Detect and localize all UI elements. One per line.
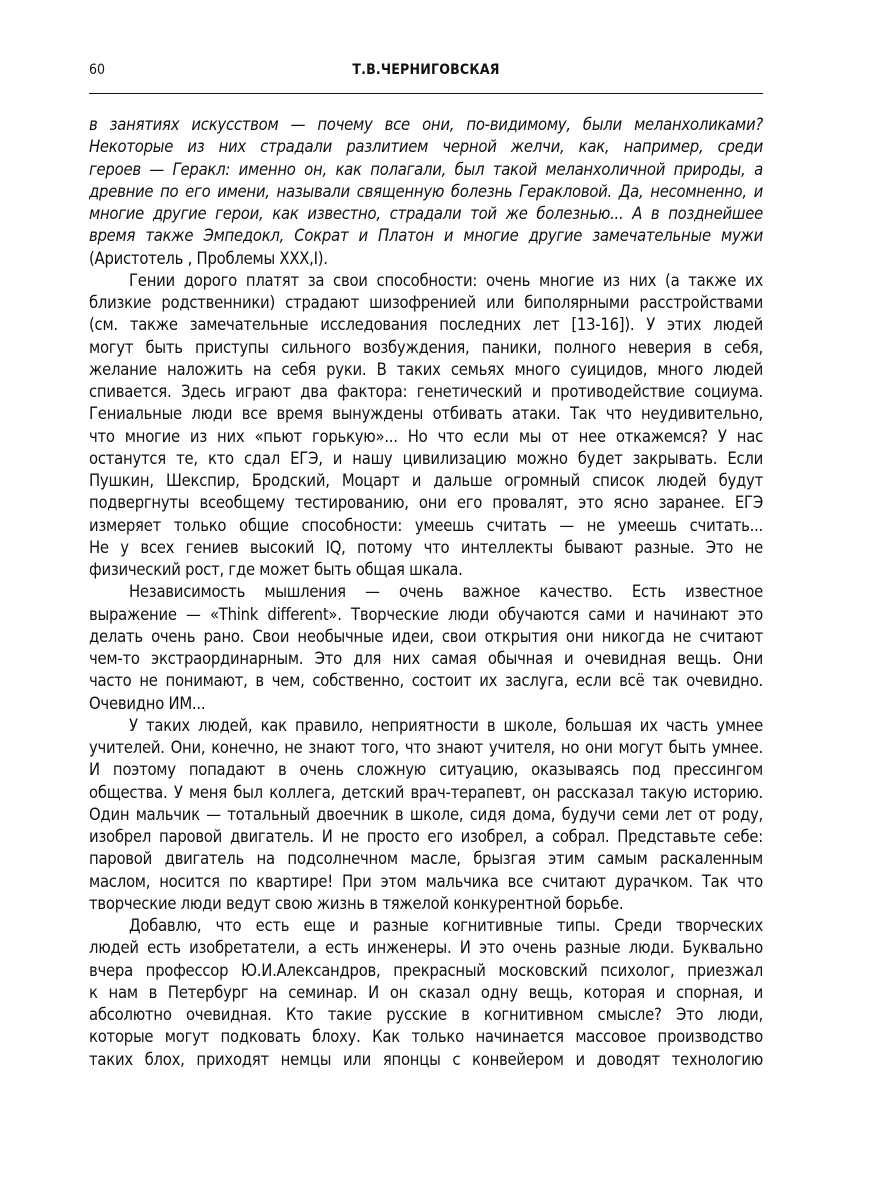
text-line: делать очень рано. Свои необычные идеи, свои открытия они никогда не считают: [89, 626, 763, 646]
page-header: [89, 62, 763, 82]
text-line: учителей. Они, конечно, не знают того, что знают учителя, но они могут быть умнее.: [89, 738, 763, 757]
text-line: Очевидно ИМ...: [89, 693, 206, 713]
text-line: которые могут подковать блоху. Как только начинается массовое производство: [89, 1027, 763, 1047]
text-line: (см. также замечательные исследования последних лет [13-16]). У этих людей: [89, 315, 763, 335]
text-line: выражение — «Think different». Творческие люди обучаются сами и начинают это: [89, 604, 763, 624]
text-line: желание наложить на себя руки. В таких семьях много суицидов, много людей: [89, 359, 763, 379]
text-line: спивается. Здесь играют два фактора: генетический и противодействие социума.: [89, 382, 763, 401]
text-line: общества. У меня был коллега, детский врач-терапевт, он рассказал такую историю.: [89, 782, 763, 802]
text-line: вчера профессор Ю.И.Александров, прекрасный московский психолог, приезжал: [89, 960, 763, 980]
text-line: в занятиях искусством — почему все они, по-видимому, были меланхоликами?: [89, 115, 763, 134]
text-line: многие другие герои, как известно, страдали той же болезнью... А в позднейшее: [89, 204, 763, 223]
page-number: 60: [89, 62, 106, 78]
text-line: измеряет только общие способности: умеешь считать — не умеешь считать...: [89, 515, 763, 535]
text-line: маслом, носится по квартире! При этом мальчика все считают дурачком. Так что: [89, 871, 763, 891]
text-line: абсолютно очевидная. Кто такие русские в когнитивном смысле? Это люди,: [89, 1005, 763, 1024]
header-rule: [89, 93, 763, 94]
text-line: к нам в Петербург на семинар. И он сказал одну вещь, которая и спорная, и: [89, 982, 763, 1002]
text-line: Гении дорого платят за свои способности: очень многие из них (а также их: [129, 270, 763, 290]
quote-paragraph: [89, 114, 763, 248]
text-line: Гениальные люди все время вынуждены отбивать атаки. Так что неудивительно,: [89, 404, 763, 424]
text-line: таких блох, приходят немцы или японцы с конвейером и доводят технологию: [89, 1049, 763, 1069]
text-line: У таких людей, как правило, неприятности в школе, большая их часть умнее: [129, 715, 763, 735]
text-line: И поэтому попадают в очень сложную ситуацию, оказываясь под прессингом: [89, 760, 763, 780]
text-line: Независимость мышления — очень важное качество. Есть известное: [129, 582, 763, 602]
text-line: изобрел паровой двигатель. И не просто его изобрел, а собрал. Представьте себе:: [89, 827, 763, 846]
paragraph: [89, 270, 763, 582]
text-line: часто не понимают, в чем, собственно, состоит их заслуга, если всё так очевидно.: [89, 671, 763, 691]
paragraph: [89, 581, 763, 715]
text-line: Добавлю, что есть еще и разные когнитивные типы. Среди творческих: [129, 916, 763, 935]
text-line: людей есть изобретатели, а есть инженеры. И это очень разные люди. Буквально: [89, 938, 763, 958]
text-line: творческие люди ведут свою жизнь в тяжелой конкурентной борьбе.: [89, 893, 624, 913]
text-line: Пушкин, Шекспир, Бродский, Моцарт и дальше огромный список людей будут: [89, 471, 763, 490]
text-line: Некоторые из них страдали разлитием черной желчи, как, например, среди: [89, 137, 763, 157]
text-line: могут быть приступы сильного возбуждения, паники, полного неверия в себя,: [89, 337, 763, 357]
text-line: героев — Геракл: именно он, как полагали, был такой меланхоличной природы, а: [89, 159, 763, 179]
text-line: чем-то экстраординарным. Это для них самая обычная и очевидная вещь. Они: [89, 649, 763, 668]
text-line: время также Эмпедокл, Сократ и Платон и многие другие замечательные мужи: [89, 226, 763, 246]
quote-citation: (Аристотель , Проблемы XXX,I).: [89, 248, 328, 268]
text-line: останутся те, кто сдал ЕГЭ, и нашу цивилизацию можно будет закрывать. Если: [89, 448, 763, 468]
text-line: паровой двигатель на подсолнечном масле, брызгая этим самым раскаленным: [89, 849, 763, 869]
text-line: подвергнуты всеобщему тестированию, они его провалят, это ясно заранее. ЕГЭ: [89, 493, 763, 513]
text-line: близкие родственники) страдают шизофренией или биполярными расстройствами: [89, 293, 763, 312]
page-body: [89, 114, 763, 1071]
paragraph: [89, 715, 763, 915]
text-line: Не у всех гениев высокий IQ, потому что интеллекты бывают разные. Это не: [89, 537, 763, 557]
text-line: Один мальчик — тотальный двоечник в школе, сидя дома, будучи семи лет от роду,: [89, 804, 763, 824]
text-line: что многие из них «пьют горькую»... Но что если мы от нее откажемся? У нас: [89, 426, 763, 446]
text-line: физический рост, где может быть общая шкала.: [89, 560, 463, 579]
running-title: Т.В.ЧЕРНИГОВСКАЯ: [352, 62, 500, 78]
paragraph: [89, 915, 763, 1071]
text-line: древние по его имени, называли священную болезнь Геракловой. Да, несомненно, и: [89, 181, 763, 201]
